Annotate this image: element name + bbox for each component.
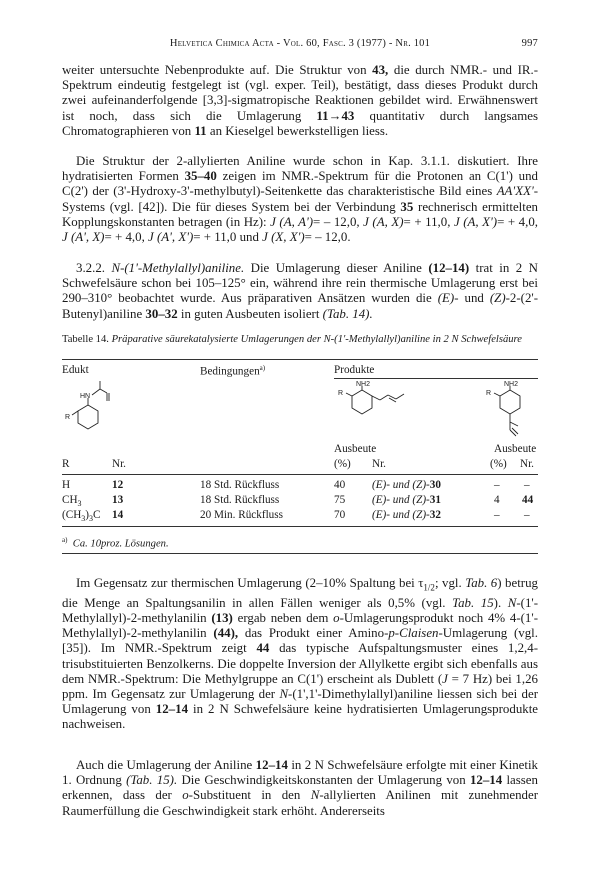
row-1-product-1: (E)- und (Z)-30	[372, 479, 441, 491]
produkte-rule	[334, 378, 538, 379]
table-top-rule	[62, 359, 538, 360]
paragraph-3: 3.2.2. N-(1'-Methylallyl)aniline. Die Umlagerung dieser Aniline (12–14) trat in 2 N Schwefelsäure schon bei 105–125° ein, während ihre rein thermische Umlagerung erst bei 290–310° beobachtet wurde. Aus präparativen Ansätzen wurden die (E)- und (Z)-2-(2'-Butenyl)aniline 30–32 in guten Ausbeuten isoliert (Tab. 14).	[62, 261, 539, 321]
running-header	[62, 38, 538, 52]
row-2-conditions: 18 Std. Rückfluss	[200, 494, 280, 506]
paragraph-1: weiter untersuchte Nebenprodukte auf. Die Struktur von 43, die durch NMR.- und IR.-Spektrum eindeutig festgelegt ist (vgl. exper. Teil), bestätigt, dass dieses Produkt durch zwei aufeinanderfolgende [3,3]-sigmatropische Reaktionen gebildet wird. Erwähnenswert ist noch, dass sich die Umlagerung 11→43 quantitativ durch langsames Chromatographieren von 11 an Kieselgel bewerkstelligen liess.	[62, 63, 538, 138]
footnote-rule	[62, 553, 538, 554]
row-3-conditions: 20 Min. Rückfluss	[200, 509, 283, 521]
header-bedingungen: Bedingungen$^{a)}$	[200, 364, 266, 378]
product-1-r-label: R	[338, 390, 344, 397]
row-1-yield-2: –	[494, 479, 500, 491]
row-3-product-1: (E)- und (Z)-32	[372, 509, 441, 521]
header-produkte: Produkte	[334, 364, 375, 376]
product-2-nh2-label: NH2	[504, 381, 519, 388]
row-2-yield-1: 75	[334, 494, 346, 506]
edukt-hn-label: HN	[80, 393, 91, 400]
row-3-nr: 14	[112, 509, 124, 521]
header-ausbeute-2: Ausbeute	[494, 443, 537, 455]
paragraph-2: Die Struktur der 2-allylierten Aniline wurde schon in Kap. 3.1.1. diskutiert. Ihre hydratisierten Formen 35–40 zeigen im NMR.-Spektrum für die Protonen an C(1') und C(2') der (3'-Hydroxy-3'-methylbutyl)-Seitenkette das charakteristische Bild eines AA'XX'-Systems (vgl. [42]). Die für dieses System bei der Verbindung 35 rechnerisch ermittelten Kopplungskonstanten betragen (in Hz): J (A, A')= – 12,0, J (A, X)= + 11,0, J (A, X')= + 4,0, J (A', X)= + 4,0, J (A', X')= + 11,0 und J (X, X')= – 12,0.	[62, 154, 539, 245]
journal-title: Helvetica Chimica Acta - Vol. 60, Fasc. 3 (1977) - Nr. 101	[169, 38, 431, 49]
header-pct-1: (%)	[334, 458, 351, 470]
row-2-product-2: 44	[522, 494, 534, 506]
row-3-r: $(CH_3)_3C$	[62, 509, 101, 524]
header-pct-2: (%)	[490, 458, 507, 470]
header-nr-2: Nr.	[372, 458, 386, 470]
product-1-structure	[334, 380, 414, 420]
header-nr: Nr.	[112, 458, 126, 470]
header-r: R	[62, 458, 70, 470]
row-3-yield-1: 70	[334, 509, 346, 521]
product-2-r-label: R	[486, 390, 492, 397]
table-header-rule	[62, 474, 538, 475]
edukt-r-label: R	[65, 414, 71, 421]
row-1-r: H	[62, 479, 71, 491]
row-3-product-2: –	[524, 509, 530, 521]
product-2-structure	[484, 380, 534, 444]
row-3-yield-2: –	[494, 509, 500, 521]
row-2-yield-2: 4	[494, 494, 500, 506]
edukt-structure	[60, 381, 120, 433]
product-1-nh2-label: NH2	[356, 381, 371, 388]
table-bottom-rule	[62, 526, 538, 527]
row-2-r: $CH_3$	[62, 494, 82, 509]
table-footnote: $^{a)}$ Ca. 10proz. Lösungen.	[62, 536, 169, 550]
table-caption-title: Präparative säurekatalysierte Umlagerungen der N-(1'-Methylallyl)aniline in 2 N Schwefelsäure	[111, 334, 522, 345]
row-1-product-2: –	[524, 479, 530, 491]
header-nr-3: Nr.	[520, 458, 534, 470]
paragraph-4: Im Gegensatz zur thermischen Umlagerung (2–10% Spaltung bei $\tau_{1/2}$; vgl. Tab. 6) betrug die Menge an Spaltungsanilin in allen Fällen weniger als 0,5% (vgl. Tab. 15). N-(1'-Methylallyl)-2-methylanilin (13) ergab neben dem o-Umlagerungsprodukt noch 4% 4-(1'-Methylallyl)-2-methylanilin (44), das Produkt einer Amino-p-Claisen-Umlagerung (vgl. [35]). Im NMR.-Spektrum zeigt 44 das typische Aufspaltungsmuster eines 1,2,4-trisubstituierten Benzolkerns. Die doppelte Inversion der Allylkette ergibt sich ebenfalls aus dem NMR.-Spektrum: Die Methylgruppe an C(1') erscheint als Dublett (J = 7 Hz) bei 1,26 ppm. Im Gegensatz zur Umlagerung der N-(1',1'-Dimethylallyl)aniline liessen sich bei der Umlagerung von 12–14 in 2 N Schwefelsäure keine hydratisierten Umlagerungsprodukte nachweisen.	[62, 576, 539, 732]
row-1-yield-1: 40	[334, 479, 346, 491]
header-edukt: Edukt	[62, 364, 89, 376]
page-number: 997	[521, 38, 538, 49]
row-2-product-1: (E)- und (Z)-31	[372, 494, 441, 506]
row-1-nr: 12	[112, 479, 124, 491]
header-ausbeute-1: Ausbeute	[334, 443, 377, 455]
paragraph-5: Auch die Umlagerung der Aniline 12–14 in 2 N Schwefelsäure erfolgte mit einer Kinetik 1. Ordnung (Tab. 15). Die Geschwindigkeitskonstanten der Umlagerung von 12–14 lassen erkennen, dass der o-Substituent in den N-allylierten Anilinen mit zunehmender Raumerfüllung die Geschwindigkeit stark erhöht. Andererseits	[62, 758, 538, 818]
row-2-nr: 13	[112, 494, 124, 506]
table-caption: Tabelle 14. Präparative säurekatalysierte Umlagerungen der N-(1'-Methylallyl)aniline in 2 N Schwefelsäure	[62, 334, 522, 345]
row-1-conditions: 18 Std. Rückfluss	[200, 479, 280, 491]
